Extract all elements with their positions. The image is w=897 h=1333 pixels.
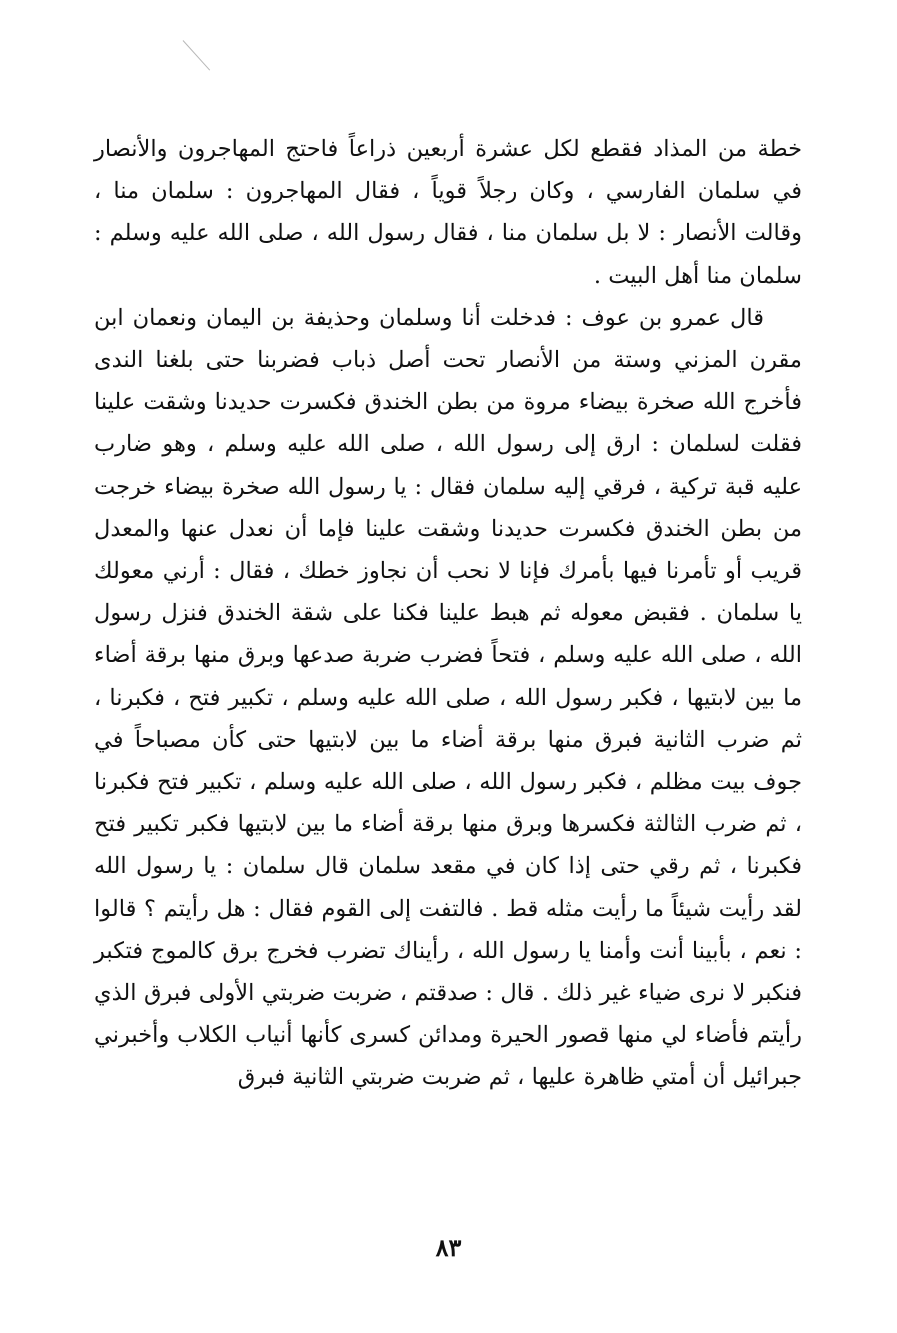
page-body-text <box>94 128 802 1099</box>
page-number: ٨٣ <box>435 1233 462 1262</box>
paragraph-2: قال عمرو بن عوف : فدخلت أنا وسلمان وحذيفة بن اليمان ونعمان ابن مقرن المزني وستة من الأنصار تحت أصل ذباب فضربنا حتى بلغنا الندى فأخرج الله صخرة بيضاء مروة من بطن الخندق فكسرت حديدنا وشقت علينا فقلت لسلمان : ارق إلى رسول الله ، صلى الله عليه وسلم ، وهو ضارب عليه قبة تركية ، فرقي إليه سلمان فقال : يا رسول الله صخرة بيضاء خرجت من بطن الخندق فكسرت حديدنا وشقت علينا فإما أن نعدل عنها والمعدل قريب أو تأمرنا فيها بأمرك فإنا لا نحب أن نجاوز خطك ، فقال : أرني معولك يا سلمان . فقبض معوله ثم هبط علينا فكنا على شقة الخندق فنزل رسول الله ، صلى الله عليه وسلم ، فتحاً فضرب ضربة صدعها وبرق منها برقة أضاء ما بين لابتيها ، فكبر رسول الله ، صلى الله عليه وسلم ، تكبير فتح ، فكبرنا ، ثم ضرب الثانية فبرق منها برقة أضاء ما بين لابتيها حتى كأن مصباحاً في جوف بيت مظلم ، فكبر رسول الله ، صلى الله عليه وسلم ، تكبير فتح فكبرنا ، ثم ضرب الثالثة فكسرها وبرق منها برقة أضاء ما بين لابتيها فكبر تكبير فتح فكبرنا ، ثم رقي حتى إذا كان في مقعد سلمان قال سلمان : يا رسول الله لقد رأيت شيئاً ما رأيت مثله قط . فالتفت إلى القوم فقال : هل رأيتم ؟ قالوا : نعم ، بأبينا أنت وأمنا يا رسول الله ، رأيناك تضرب فخرج برق كالموج فتكبر فنكبر لا نرى ضياء غير ذلك . قال : صدقتم ، ضربت ضربتي الأولى فبرق الذي رأيتم فأضاء لي منها قصور الحيرة ومدائن كسرى كأنها أنياب الكلاب وأخبرني جبرائيل أن أمتي ظاهرة عليها ، ثم ضربت ضربتي الثانية فبرق <box>94 304 802 1091</box>
paragraph-1: خطة من المذاد فقطع لكل عشرة أربعين ذراعاً فاحتج المهاجرون والأنصار في سلمان الفارسي ، وكان رجلاً قوياً ، فقال المهاجرون : سلمان منا ، وقالت الأنصار : لا بل سلمان منا ، فقال رسول الله ، صلى الله عليه وسلم : سلمان منا أهل البيت . <box>94 136 802 289</box>
scan-mark <box>183 40 211 70</box>
